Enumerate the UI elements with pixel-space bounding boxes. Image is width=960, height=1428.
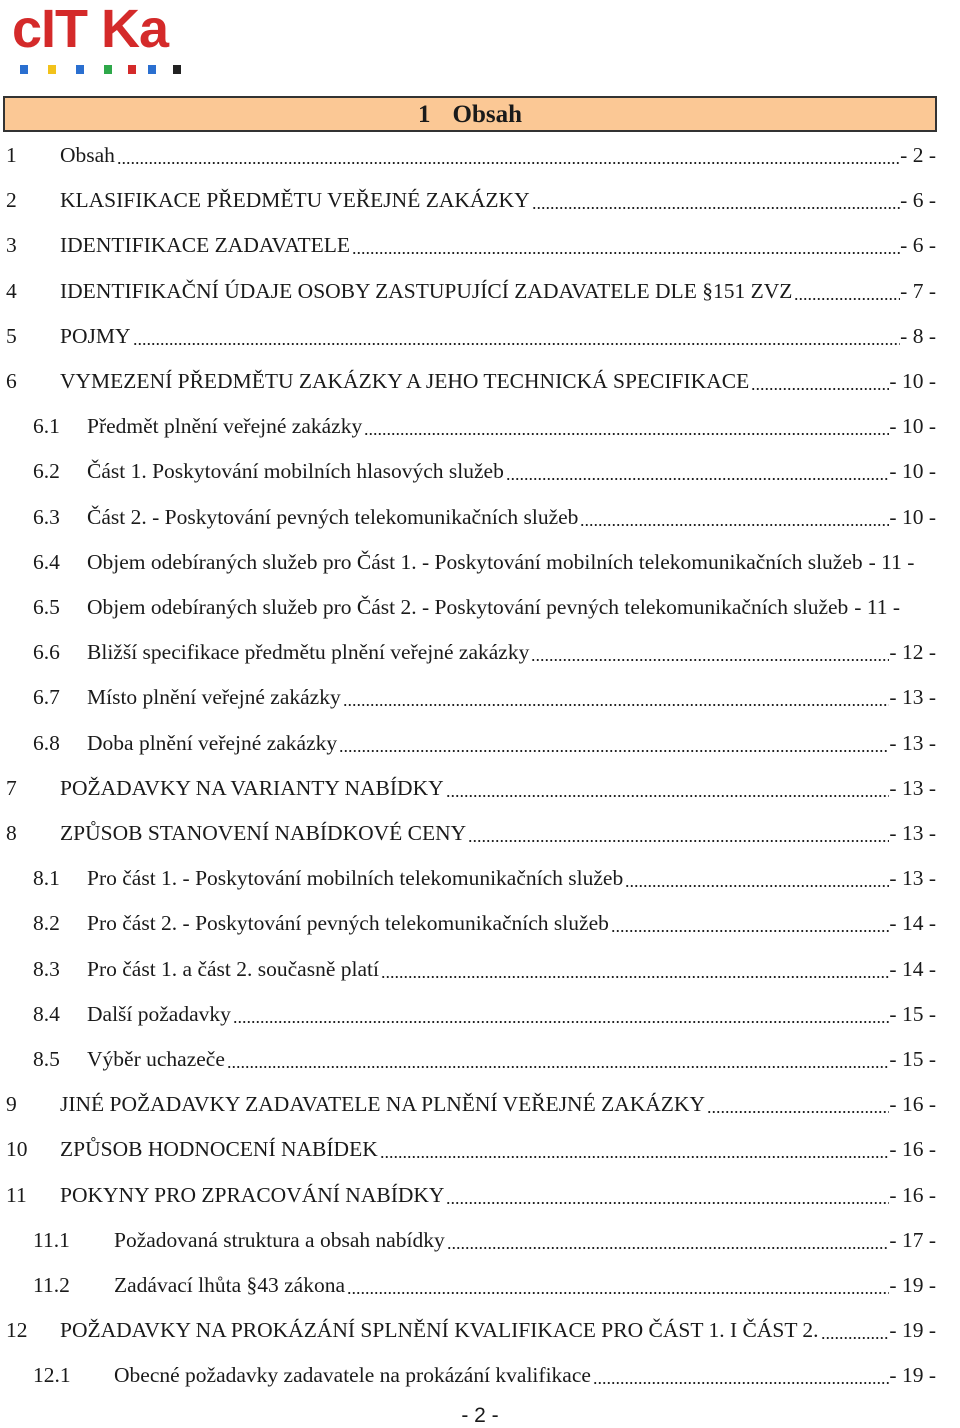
toc-entry[interactable] [0,772,960,804]
toc-entry[interactable] [0,681,960,713]
toc-entry-title: JINÉ POŽADAVKY ZADAVATELE NA PLNĚNÍ VEŘEJNÉ ZAKÁZKY [60,1092,705,1117]
toc-entry-number: 11.2 [33,1273,70,1297]
toc-dot-leader [794,275,900,307]
toc-entry[interactable] [0,1179,960,1211]
toc-entry-title: Pro část 1. - Poskytování mobilních telekomunikačních služeb [87,866,624,891]
toc-dot-leader [117,139,900,171]
toc-entry[interactable] [0,410,960,442]
toc-entry-page: - 11 - [854,595,901,619]
toc-entry[interactable] [0,862,960,894]
heading-title: Obsah [452,101,522,128]
logo-wordmark: cIT Ka [12,0,169,59]
toc-dot-leader [133,320,901,352]
toc-entry-page: - 14 - [889,911,936,936]
toc-entry-title: IDENTIFIKAČNÍ ÚDAJE OSOBY ZASTUPUJÍCÍ ZADAVATELE DLE §151 ZVZ [60,278,793,303]
toc-entry-title: Obecné požadavky zadavatele na prokázání kvalifikace [114,1363,591,1388]
toc-entry[interactable] [0,817,960,849]
toc-entry-number: 1 [6,143,17,167]
toc-entry-title: Zadávací lhůta §43 zákona [114,1273,346,1297]
toc-entry-number: 6.1 [33,414,60,439]
toc-entry-number: 12.1 [33,1363,71,1388]
toc-entry-number: 6.3 [33,504,60,529]
toc-dot-leader [707,1088,889,1120]
toc-entry-page: - 13 - [889,775,936,800]
company-logo [12,0,187,79]
toc-entry[interactable] [0,1359,960,1391]
toc-entry-number: 12 [6,1318,28,1343]
toc-entry[interactable] [0,1224,960,1256]
toc-entry[interactable] [0,998,960,1030]
toc-entry[interactable] [0,907,960,939]
toc-entry[interactable] [0,275,960,307]
page-number-footer: - 2 - [461,1404,499,1427]
toc-entry-page: - 14 - [889,956,936,981]
toc-dot-leader [506,455,890,487]
toc-entry[interactable] [0,1314,960,1346]
toc-entry-number: 6.8 [33,730,60,755]
toc-entry-title: Další požadavky [87,1001,231,1026]
toc-entry[interactable] [0,636,960,668]
toc-dot-leader [580,501,889,533]
toc-entry[interactable] [0,184,960,216]
toc-entry[interactable] [0,455,960,487]
toc-entry-title: POJMY [60,323,131,348]
toc-entry-title: ZPŮSOB HODNOCENÍ NABÍDEK [60,1137,378,1162]
toc-entry-title: Objem odebíraných služeb pro Část 2. - Poskytování pevných telekomunikačních služeb [87,595,849,619]
toc-dot-leader [446,1179,889,1211]
toc-entry[interactable] [0,139,960,171]
toc-entry-page: - 16 - [889,1092,936,1117]
toc-dot-leader [233,998,890,1030]
toc-dot-leader [447,1224,890,1256]
toc-entry[interactable] [0,365,960,397]
toc-entry-page: - 10 - [889,459,936,484]
toc-entry-title: Část 2. - Poskytování pevných telekomunikačních služeb [87,504,579,529]
toc-entry-page: - 10 - [889,414,936,439]
toc-dot-leader [347,1269,889,1301]
toc-dot-leader [227,1043,890,1075]
toc-entry-number: 7 [6,775,17,800]
toc-entry-number: 6.2 [33,459,60,484]
toc-entry-number: 8.2 [33,911,60,936]
toc-entry-number: 8.1 [33,866,60,891]
toc-entry-page: - 2 - [900,143,936,167]
toc-entry-page: - 8 - [900,323,936,348]
toc-entry[interactable] [0,591,960,623]
toc-entry-page: - 11 - [868,549,915,574]
toc-entry-title: POŽADAVKY NA VARIANTY NABÍDKY [60,775,444,800]
toc-entry[interactable] [0,320,960,352]
toc-entry-number: 6.7 [33,685,60,710]
toc-dot-leader [625,862,889,894]
toc-entry[interactable] [0,1269,960,1301]
toc-dot-leader [611,907,890,939]
toc-entry[interactable] [0,953,960,985]
toc-entry-number: 5 [6,323,17,348]
toc-entry-page: - 6 - [900,188,936,213]
toc-entry-title: ZPŮSOB STANOVENÍ NABÍDKOVÉ CENY [60,821,467,845]
toc-entry-page: - 7 - [900,278,936,303]
toc-entry-number: 4 [6,278,17,303]
toc-entry-number: 3 [6,233,17,258]
toc-dot-leader [339,727,889,759]
toc-entry[interactable] [0,1088,960,1120]
toc-entry-number: 6.4 [33,549,60,574]
toc-entry-page: - 6 - [900,233,936,258]
toc-entry-number: 2 [6,188,17,213]
toc-entry-title: Předmět plnění veřejné zakázky [87,414,363,439]
toc-entry-page: - 16 - [889,1137,936,1162]
toc-dot-leader [531,636,889,668]
toc-entry-number: 6.5 [33,595,60,619]
toc-entry-title: POŽADAVKY NA PROKÁZÁNÍ SPLNĚNÍ KVALIFIKACE PRO ČÁST 1. I ČÁST 2. [60,1318,819,1343]
toc-entry-page: - 10 - [889,369,936,393]
toc-dot-leader [821,1314,890,1346]
toc-entry-page: - 13 - [889,730,936,755]
toc-entry[interactable] [0,1043,960,1075]
toc-entry-title: Požadovaná struktura a obsah nabídky [114,1227,445,1252]
toc-dot-leader [532,184,901,216]
toc-entry-page: - 16 - [889,1182,936,1207]
heading-number: 1 [418,101,431,128]
toc-dot-leader [468,817,889,849]
toc-entry-page: - 19 - [889,1363,936,1388]
toc-entry-title: Objem odebíraných služeb pro Část 1. - Poskytování mobilních telekomunikačních služeb [87,549,863,574]
toc-entry-title: IDENTIFIKACE ZADAVATELE [60,233,351,258]
toc-entry-title: Část 1. Poskytování mobilních hlasových služeb [87,459,504,484]
toc-entry-page: - 15 - [889,1047,936,1071]
toc-dot-leader [751,365,889,397]
page-title [5,98,935,130]
toc-entry-number: 6.6 [33,640,60,665]
toc-entry-number: 11.1 [33,1227,70,1252]
toc-entry-number: 8.5 [33,1047,60,1071]
toc-entry-number: 6 [6,369,17,393]
toc-entry-number: 8.3 [33,956,60,981]
toc-entry[interactable] [0,229,960,261]
toc-entry-number: 9 [6,1092,17,1117]
toc-entry-page: - 13 - [889,866,936,891]
toc-entry-number: 8 [6,821,17,845]
toc-entry-title: VYMEZENÍ PŘEDMĚTU ZAKÁZKY A JEHO TECHNICKÁ SPECIFIKACE [60,369,750,393]
toc-entry-page: - 17 - [889,1227,936,1252]
toc-dot-leader [593,1359,890,1391]
toc-entry[interactable] [0,727,960,759]
toc-entry[interactable] [0,1133,960,1165]
toc-entry-title: Doba plnění veřejné zakázky [87,730,338,755]
toc-dot-leader [343,681,890,713]
toc-entry-page: - 10 - [889,504,936,529]
toc-entry-number: 10 [6,1137,28,1162]
toc-entry[interactable] [0,546,960,578]
toc-entry-number: 8.4 [33,1001,60,1026]
logo-color-dots [18,65,188,75]
toc-dot-leader [364,410,889,442]
toc-entry-title: KLASIFIKACE PŘEDMĚTU VEŘEJNÉ ZAKÁZKY [60,188,530,213]
toc-heading-box [3,96,937,132]
toc-entry-page: - 12 - [889,640,936,665]
toc-entry-title: Pro část 2. - Poskytování pevných telekomunikačních služeb [87,911,609,936]
toc-entry-title: Bližší specifikace předmětu plnění veřejné zakázky [87,640,530,665]
toc-dot-leader [352,229,900,261]
toc-entry-title: Místo plnění veřejné zakázky [87,685,341,710]
toc-entry-page: - 19 - [889,1273,936,1297]
toc-entry-title: Výběr uchazeče [87,1047,225,1071]
toc-dot-leader [380,1133,890,1165]
toc-entry-page: - 13 - [889,821,936,845]
toc-entry[interactable] [0,501,960,533]
toc-entry-page: - 13 - [889,685,936,710]
toc-entry-title: Obsah [60,143,115,167]
toc-entry-number: 11 [6,1182,27,1207]
toc-entry-page: - 15 - [889,1001,936,1026]
toc-entry-title: Pro část 1. a část 2. současně platí [87,956,379,981]
toc-entry-page: - 19 - [889,1318,936,1343]
toc-dot-leader [446,772,890,804]
toc-entry-title: POKYNY PRO ZPRACOVÁNÍ NABÍDKY [60,1182,445,1207]
toc-dot-leader [381,953,889,985]
